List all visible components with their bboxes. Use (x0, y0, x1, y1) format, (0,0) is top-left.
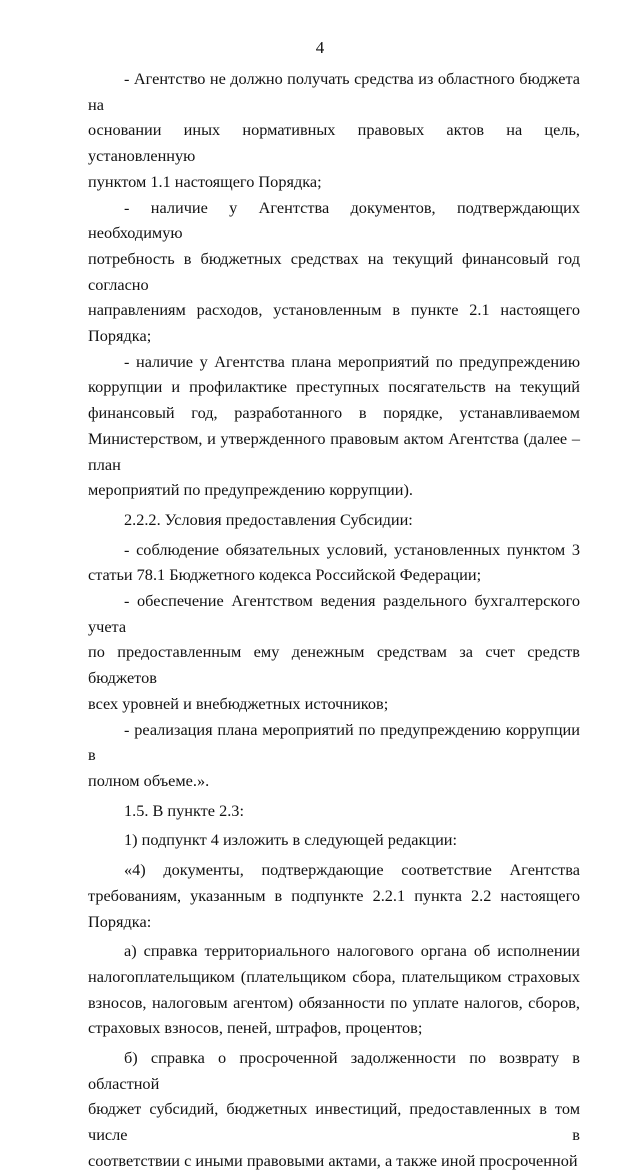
text-line: страховых взносов, пеней, штрафов, процентов; (88, 1018, 423, 1038)
text-line: основании иных нормативных правовых актов на цель, установленную (88, 120, 580, 166)
paragraph (88, 1045, 580, 1174)
text-line: 1.5. В пункте 2.3: (124, 800, 244, 820)
text-line: по предоставленным ему денежным средствам за счет средств бюджетов (88, 642, 580, 688)
text-line: - наличие у Агентства плана мероприятий по предупреждению (124, 351, 580, 371)
text-line: направлениям расходов, установленным в пункте 2.1 настоящего Порядка; (88, 300, 580, 346)
text-line: требованиям, указанным в подпункте 2.2.1 пункта 2.2 настоящего Порядка: (88, 885, 580, 931)
paragraph (88, 537, 580, 588)
text-line: Министерством, и утвержденного правовым актом Агентства (далее – план (88, 428, 580, 474)
text-line: - реализация плана мероприятий по предупреждению коррупции в (88, 719, 580, 765)
text-line: коррупции и профилактике преступных посягательств на текущий (88, 377, 580, 397)
paragraph (88, 938, 580, 1041)
document-body (88, 66, 580, 1174)
text-line: мероприятий по предупреждению коррупции). (88, 480, 413, 500)
text-line: статьи 78.1 Бюджетного кодекса Российской Федерации; (88, 565, 482, 585)
text-line: - Агентство не должно получать средства из областного бюджета на (88, 69, 580, 114)
text-line: - наличие у Агентства документов, подтверждающих необходимую (88, 197, 580, 243)
text-line: - обеспечение Агентством ведения раздельного бухгалтерского учета (88, 591, 580, 636)
text-line: налогоплательщиком (плательщиком сбора, плательщиком страховых (88, 966, 580, 986)
paragraph (88, 507, 580, 533)
paragraph (88, 827, 580, 853)
page-number: 4 (315, 38, 325, 57)
text-line: «4) документы, подтверждающие соответствие Агентства (124, 860, 580, 880)
paragraph (88, 66, 580, 195)
text-line: всех уровней и внебюджетных источников; (88, 693, 389, 713)
paragraph (88, 588, 580, 717)
text-line: взносов, налоговым агентом) обязанности по уплате налогов, сборов, (88, 992, 580, 1012)
text-line: соответствии с иными правовыми актами, а также иной просроченной (88, 1150, 578, 1170)
text-line: б) справка о просроченной задолженности по возврату в областной (88, 1048, 580, 1093)
text-line: 1) подпункт 4 изложить в следующей редакции: (124, 830, 458, 850)
text-line: 2.2.2. Условия предоставления Субсидии: (124, 509, 413, 529)
paragraph (88, 717, 580, 794)
paragraph (88, 195, 580, 349)
text-line: а) справка территориального налогового органа об исполнении (124, 941, 580, 961)
text-line: финансовый год, разработанного в порядке, устанавливаемом (88, 403, 580, 423)
paragraph (88, 798, 580, 824)
text-line: - соблюдение обязательных условий, установленных пунктом 3 (124, 539, 580, 559)
text-line: бюджет субсидий, бюджетных инвестиций, предоставленных в том числе в (88, 1099, 580, 1145)
paragraph (88, 349, 580, 503)
text-line: пунктом 1.1 настоящего Порядка; (88, 171, 322, 191)
paragraph (88, 857, 580, 934)
text-line: полном объеме.». (88, 770, 210, 790)
text-line: потребность в бюджетных средствах на текущий финансовый год согласно (88, 248, 580, 294)
